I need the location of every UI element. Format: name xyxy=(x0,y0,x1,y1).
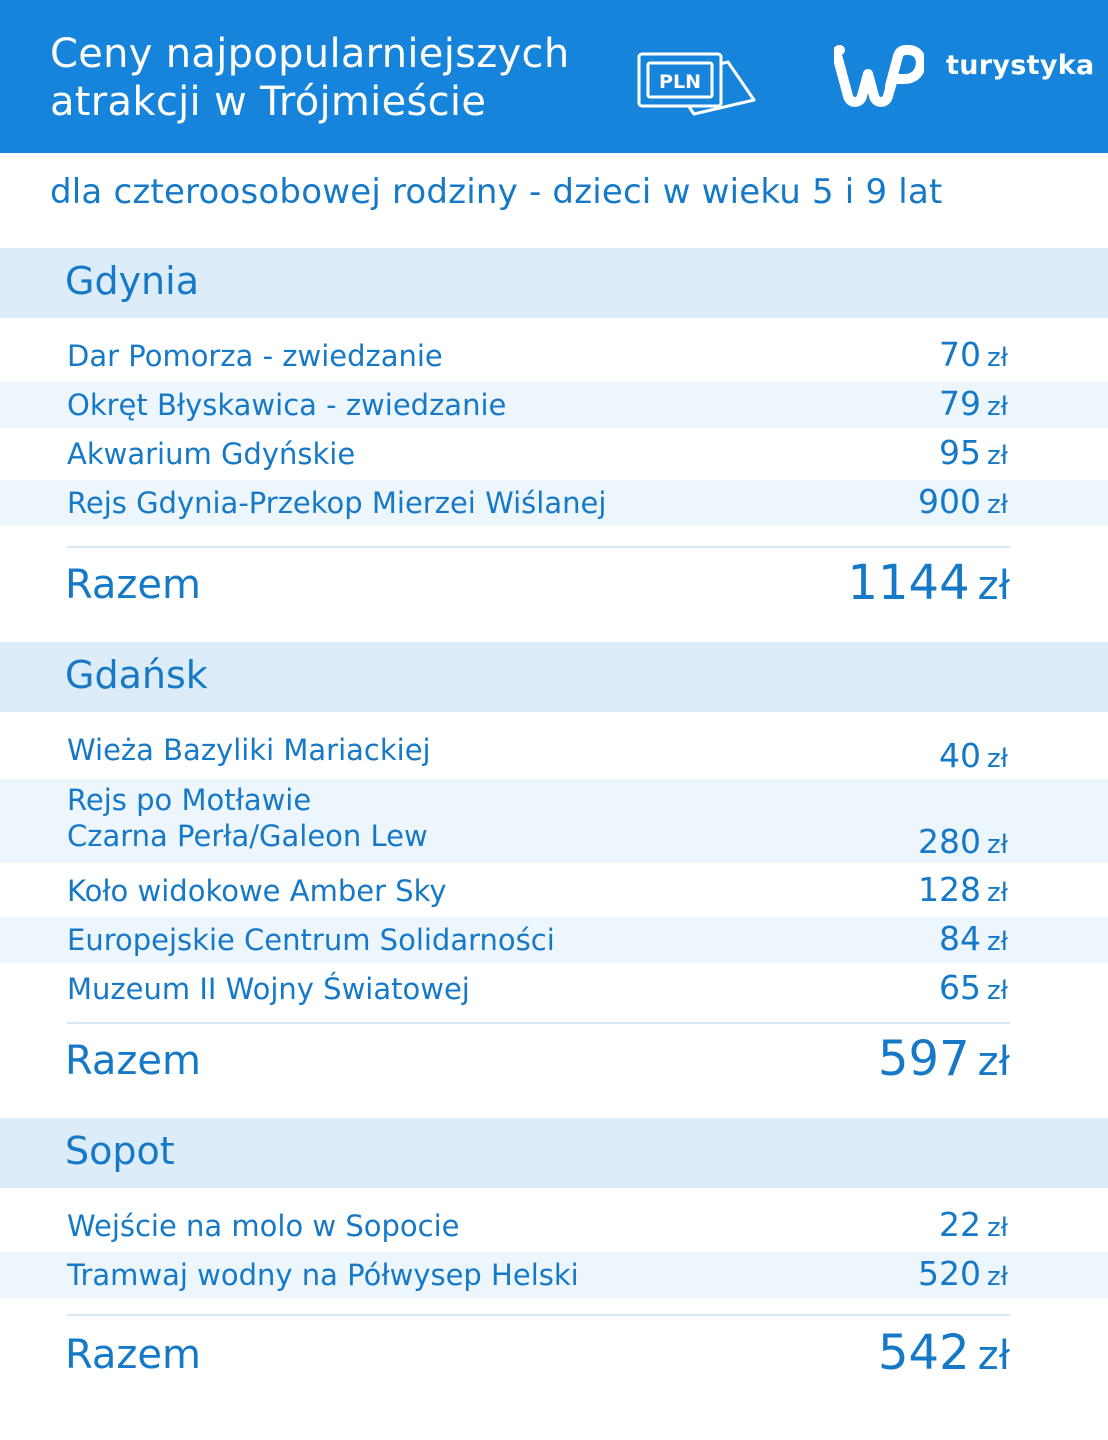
item-price: 520 zł xyxy=(917,1254,1008,1293)
item-label: Rejs Gdynia-Przekop Mierzei Wiślanej xyxy=(67,486,607,520)
item-label: Muzeum II Wojny Światowej xyxy=(67,972,470,1006)
item-label: Akwarium Gdyńskie xyxy=(67,437,356,471)
item-price: 84 zł xyxy=(938,919,1008,958)
banknote-icon xyxy=(636,30,756,120)
subtitle: dla czteroosobowej rodziny - dzieci w wieku 5 i 9 lat xyxy=(50,172,943,212)
item-label: Tramwaj wodny na Półwysep Helski xyxy=(67,1258,579,1292)
item-price: 79 zł xyxy=(938,384,1008,423)
item-label: Rejs po Motławie xyxy=(67,783,312,817)
item-label-line-2: Czarna Perła/Galeon Lew xyxy=(67,819,428,853)
header-bar xyxy=(0,0,1108,153)
total-label: Razem xyxy=(65,1332,201,1378)
banknote-label: PLN xyxy=(659,71,701,93)
total-value: 542 zł xyxy=(878,1325,1010,1381)
section-title: Gdańsk xyxy=(65,653,208,697)
item-price: 22 zł xyxy=(938,1205,1008,1244)
brand-name: turystyka xyxy=(946,50,1095,81)
item-label: Koło widokowe Amber Sky xyxy=(67,874,447,908)
section-header-gdansk xyxy=(0,642,1108,712)
section-title: Gdynia xyxy=(65,259,199,303)
item-price: 70 zł xyxy=(938,335,1008,374)
section-header-sopot xyxy=(0,1118,1108,1188)
item-label: Wejście na molo w Sopocie xyxy=(67,1209,460,1243)
divider xyxy=(67,1022,1010,1024)
item-price: 95 zł xyxy=(938,433,1008,472)
divider xyxy=(67,546,1010,548)
total-value: 597 zł xyxy=(878,1031,1010,1087)
item-price: 65 zł xyxy=(938,968,1008,1007)
item-price: 128 zł xyxy=(917,870,1008,909)
item-label: Wieża Bazyliki Mariackiej xyxy=(67,733,431,767)
divider xyxy=(67,1314,1010,1316)
total-label: Razem xyxy=(65,1038,201,1084)
item-price: 900 zł xyxy=(917,482,1008,521)
page-title xyxy=(50,30,630,126)
section-header-gdynia xyxy=(0,248,1108,318)
wp-logo-icon xyxy=(834,44,924,108)
total-label: Razem xyxy=(65,562,201,608)
item-price: 40 zł xyxy=(938,736,1008,775)
total-value: 1144 zł xyxy=(847,555,1010,611)
title-line-2: atrakcji w Trójmieście xyxy=(50,79,487,125)
item-label: Europejskie Centrum Solidarności xyxy=(67,923,555,957)
item-price: 280 zł xyxy=(917,822,1008,861)
title-line-1: Ceny najpopularniejszych xyxy=(50,31,570,77)
section-title: Sopot xyxy=(65,1129,175,1173)
item-label: Okręt Błyskawica - zwiedzanie xyxy=(67,388,507,422)
item-label: Dar Pomorza - zwiedzanie xyxy=(67,339,443,373)
